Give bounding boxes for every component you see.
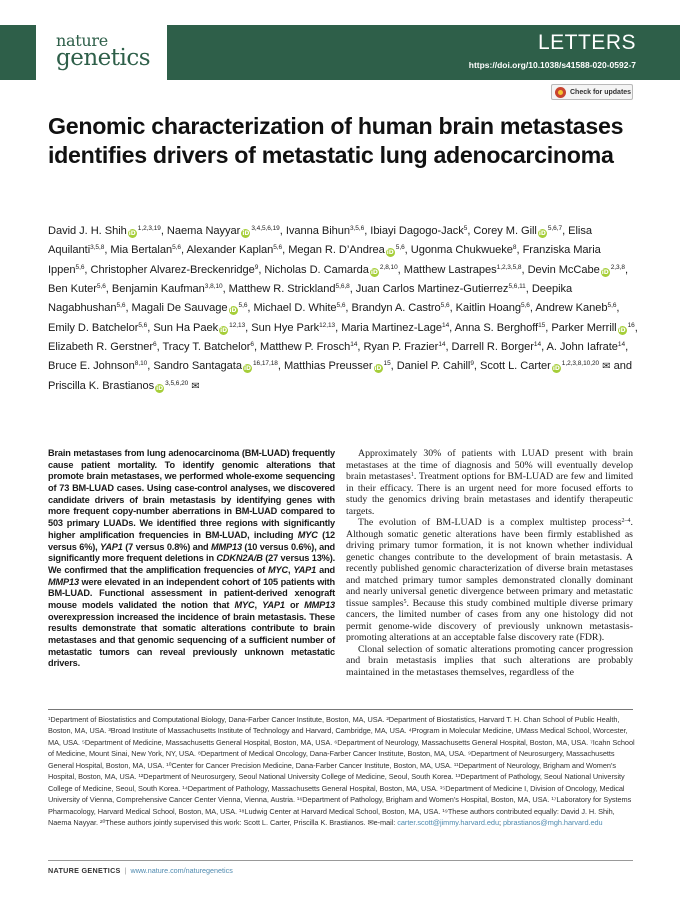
- gene-name: MMP13: [211, 541, 242, 552]
- author-name: Corey M. Gill: [473, 225, 537, 237]
- gene-name: YAP1: [293, 564, 317, 575]
- affiliation-marker: 8,10: [134, 360, 148, 368]
- author[interactable]: [48, 341, 157, 353]
- orcid-icon[interactable]: iD: [618, 326, 626, 334]
- author[interactable]: [112, 283, 223, 295]
- gene-name: MMP13: [48, 576, 79, 587]
- abstract-text: (7 versus 0.8%) and: [122, 541, 211, 552]
- affiliation-marker: 16: [627, 321, 635, 329]
- author[interactable]: [186, 244, 282, 256]
- author[interactable]: [363, 341, 445, 353]
- author-name: Juan Carlos Martinez-Gutierrez: [355, 283, 509, 296]
- author[interactable]: [370, 225, 467, 237]
- author[interactable]: [452, 341, 542, 353]
- author-separator: ,: [562, 225, 569, 237]
- affiliation-marker: 14: [442, 321, 450, 329]
- author[interactable]: [535, 302, 616, 314]
- author-separator: ,: [335, 321, 342, 334]
- author-separator: ,: [105, 283, 112, 296]
- affiliation-marker: 5,6: [138, 321, 148, 329]
- body-text: The evolution of BM-LUAD is a complex multistep process: [358, 517, 622, 528]
- author-name: Bruce E. Johnson: [48, 360, 135, 373]
- author-name: Deepika Nagabhushan: [48, 283, 573, 315]
- affiliation-marker: 3,4,5,6,19: [251, 225, 280, 232]
- orcid-icon[interactable]: iD: [229, 307, 237, 315]
- author-name: Ugonma Chukwueke: [410, 244, 513, 257]
- affiliation-marker: 5,6: [116, 302, 126, 310]
- author-separator: ,: [258, 263, 265, 276]
- author[interactable]: [264, 264, 397, 276]
- affiliation-marker: 15: [383, 360, 391, 368]
- doi-link[interactable]: https://doi.org/10.1038/s41588-020-0592-7: [468, 60, 636, 70]
- gene-name: YAP1: [100, 541, 123, 552]
- affiliation-marker: 2,8,10: [379, 263, 398, 271]
- affiliations-footnotes: [48, 714, 638, 829]
- author-name: Ben Kuter: [48, 283, 97, 296]
- author-list: [48, 222, 638, 396]
- affiliation-marker: 5,6: [172, 244, 181, 252]
- author-separator: ,: [404, 244, 411, 257]
- author[interactable]: [162, 341, 253, 353]
- affiliation-marker: 5,6,7: [547, 225, 563, 232]
- author-name: Priscilla K. Brastianos: [48, 379, 155, 392]
- body-text: . Because this study combined multiple diverse primary cancers, the limited number of cases from any one histology did not permit genome-wide discovery of previously unknown metastasis-promoting alterations at an acceptable false discovery rate (FDR).: [346, 597, 633, 643]
- check-for-updates-label: Check for updates: [570, 88, 632, 96]
- author-name: Daniel P. Cahill: [396, 360, 471, 373]
- author-name: Michael D. White: [253, 302, 337, 315]
- orcid-icon[interactable]: iD: [243, 365, 251, 373]
- body-paragraph: [346, 448, 633, 517]
- footer-separator: |: [124, 866, 127, 875]
- orcid-icon[interactable]: iD: [370, 268, 378, 276]
- author-separator: ,: [147, 360, 154, 373]
- affiliation-marker: 5,6: [96, 283, 106, 291]
- logo-nature-text: nature: [56, 31, 108, 50]
- affiliation-marker: 1,2,3,5,8: [496, 263, 522, 271]
- author-name: Christopher Alvarez-Breckenridge: [90, 263, 255, 276]
- author-separator: ,: [397, 263, 404, 276]
- affiliation-marker: 3,5,8: [90, 244, 105, 252]
- author[interactable]: [480, 360, 611, 372]
- author-separator: ,: [253, 341, 261, 354]
- author-separator: ,: [516, 244, 523, 257]
- author[interactable]: [341, 322, 449, 334]
- gene-name: MMP13: [304, 599, 335, 610]
- author-separator: ,: [345, 302, 352, 315]
- affiliation-marker: 5: [463, 225, 468, 232]
- orcid-icon[interactable]: iD: [538, 230, 546, 237]
- author[interactable]: [253, 302, 345, 314]
- abstract-text: overexpression increased the incidence of brain metastasis. These results demonstrate that somatic alterations contribute to brain metastases and that genomic sequencing of a sufficient number of metastatic tumors can reveal previously unknown metastatic drivers.: [48, 611, 335, 669]
- gene-name: MYC: [297, 529, 318, 540]
- affiliation-marker: 14: [533, 341, 542, 349]
- author-name: Franziska Maria Ippen: [48, 244, 601, 276]
- abstract-text: (12 versus 6%),: [48, 529, 335, 552]
- crossmark-icon: [555, 87, 566, 98]
- abstract-text: (27 versus 13%). We confirmed that the amplification frequencies of: [48, 553, 336, 575]
- author[interactable]: [546, 341, 629, 354]
- citation-link[interactable]: 1: [410, 472, 414, 478]
- orcid-icon[interactable]: iD: [552, 365, 560, 373]
- author-separator: ,: [449, 321, 455, 334]
- affiliation-marker: 12,13: [229, 321, 246, 329]
- page-footer: [48, 866, 233, 875]
- affiliation-marker: 3,8,10: [204, 283, 223, 291]
- author-separator: ,: [525, 283, 532, 296]
- affiliation-marker: 5,6: [238, 302, 248, 310]
- body-paragraph: [346, 644, 633, 679]
- email-label: ✉e-mail:: [367, 818, 398, 828]
- gene-name: CDKN2A/B: [216, 553, 263, 564]
- affiliation-marker: 8: [512, 244, 517, 252]
- author[interactable]: [48, 225, 161, 237]
- author-name: Sun Hye Park: [251, 321, 320, 334]
- email-link-brastianos[interactable]: pbrastianos@mgh.harvard.edu: [502, 818, 603, 828]
- affiliation-marker: 5,6: [273, 244, 283, 252]
- journal-header-bar: [0, 25, 680, 80]
- author[interactable]: [260, 341, 357, 353]
- abstract-text: were elevated in an independent cohort of 105 patients with BM-LUAD. Functional assessment in patient-derived xenograft mouse models validated the notion that: [48, 576, 335, 610]
- affiliation-marker: 5,6: [395, 244, 405, 252]
- footer-divider: [48, 860, 633, 861]
- abstract-text: ,: [287, 564, 294, 575]
- affiliation-marker: 3,5,6: [349, 225, 365, 232]
- author-separator: ,: [160, 225, 167, 237]
- author-name: Tracy T. Batchelor: [162, 341, 251, 354]
- citation-link[interactable]: 5: [403, 598, 407, 605]
- citation-link[interactable]: 2–4: [621, 518, 631, 524]
- author-separator: ,: [521, 263, 528, 276]
- author-separator: ,: [545, 321, 552, 334]
- author[interactable]: [90, 264, 258, 276]
- author-name: Elisa Aquilanti: [48, 225, 592, 257]
- author-separator: ,: [147, 321, 154, 334]
- author-separator: ,: [247, 302, 254, 315]
- orcid-icon[interactable]: iD: [601, 268, 609, 276]
- author[interactable]: [351, 302, 449, 314]
- affiliation-marker: 1,2,3,8,10,20: [561, 360, 600, 368]
- author-name: Sun Ha Paek: [153, 321, 219, 334]
- abstract-text: or: [284, 599, 305, 610]
- author-separator: ,: [473, 360, 480, 373]
- author-name: Mia Bertalan: [110, 244, 173, 257]
- author[interactable]: [48, 380, 200, 392]
- abstract-text: (10 versus 0.6%), and significantly more frequent deletions in: [48, 541, 336, 564]
- author[interactable]: [455, 322, 546, 334]
- check-for-updates-button[interactable]: [551, 84, 633, 100]
- affiliation-marker: 6: [153, 341, 157, 349]
- author-separator: ,: [529, 302, 536, 315]
- author[interactable]: [288, 244, 404, 256]
- author-separator: ,: [282, 244, 289, 257]
- affiliation-marker: 2,3,8: [610, 263, 625, 271]
- abstract-text: Brain metastases from lung adenocarcinoma (BM-LUAD) frequently cause patient mortality. To identify genomic alterations that promote brain metastases, we performed whole-exome sequencing of 73 BM-LUAD cases. Using case-control analyses, we discovered candidate drivers of brain metastasis by identifying genes with more frequent copy-number aberrations in BM-LUAD compared to 503 primary LUADs. We identified three regions with significantly higher amplification frequencies in BM-LUAD, including: [48, 448, 335, 540]
- author-separator: ,: [616, 302, 620, 315]
- author[interactable]: [284, 360, 391, 372]
- author-separator: ,: [125, 302, 132, 315]
- author-name: Naema Nayyar: [166, 225, 241, 237]
- orcid-icon[interactable]: iD: [220, 326, 228, 334]
- email-link-carter[interactable]: carter.scott@jimmy.harvard.edu: [397, 818, 499, 828]
- author-name: Ryan P. Frazier: [363, 341, 439, 354]
- author-name: Elizabeth R. Gerstner: [48, 341, 154, 354]
- affiliation-marker: 3,5,6,20: [165, 379, 189, 387]
- email-separator: ;: [499, 818, 503, 828]
- journal-logo[interactable]: [36, 25, 167, 80]
- abstract-text: ,: [254, 599, 263, 610]
- abstract-text: and: [316, 564, 335, 575]
- author-name: Ivanna Bihun: [285, 225, 350, 237]
- affiliation-marker: 5,6,8: [335, 283, 350, 291]
- author-name: Alexander Kaplan: [186, 244, 274, 257]
- affiliation-marker: 6: [250, 341, 254, 349]
- section-label: LETTERS: [537, 31, 636, 54]
- author[interactable]: [286, 225, 364, 237]
- body-paragraph: [346, 517, 633, 644]
- author[interactable]: [397, 360, 474, 372]
- author-name: Nicholas D. Camarda: [264, 263, 369, 276]
- author[interactable]: [356, 283, 526, 295]
- author-separator: ,: [349, 283, 356, 296]
- orcid-icon[interactable]: iD: [374, 365, 382, 373]
- affiliation-marker: 15: [538, 321, 546, 329]
- author-name: Megan R. D’Andrea: [288, 244, 385, 257]
- author-name: Benjamin Kaufman: [111, 283, 205, 296]
- author-separator: ,: [634, 321, 638, 334]
- author-name: Sandro Santagata: [153, 360, 242, 373]
- author-separator: ,: [541, 341, 547, 354]
- author-separator: ,: [277, 360, 284, 373]
- body-text: . Treatment options for BM-LUAD are few and limited in their efficacy. There is an urgent need for more focused efforts to study the genomics driving brain metastases and identify therapeutic targets.: [346, 471, 634, 517]
- author[interactable]: [132, 302, 248, 314]
- gene-name: MYC: [268, 564, 288, 575]
- author-separator: ,: [279, 225, 286, 237]
- author-separator: ,: [156, 341, 163, 354]
- author-name: Anna S. Berghoff: [454, 321, 539, 334]
- author-separator: ,: [357, 341, 364, 354]
- affiliation-marker: 14: [438, 341, 446, 349]
- body-text: Clonal selection of somatic alterations promoting cancer progression and brain metastasis implies that such alterations are probably maintained in the metastases themselves, regardless of the: [346, 643, 633, 678]
- footnotes-divider: [48, 709, 633, 710]
- author-name: Andrew Kaneb: [535, 302, 608, 315]
- author[interactable]: [153, 322, 245, 334]
- affiliations-text: ¹Department of Biostatistics and Computational Biology, Dana-Farber Cancer Institute, Boston, MA, USA. ²Department of Biostatistics, Harvard T. H. Chan School of Public Health, Boston, MA, USA. ³Broad Institute of Massachusetts Institute of Technology and Harvard, Cambridge, MA, USA. ⁴Program in Molecular Medicine, UMass Medical School, Worcester, MA, USA. ⁵Department of Medicine, Massachusetts General Hospital, Boston, MA, USA. ⁶Department of Neurology, Massachusetts General Hospital, Boston, MA, USA. ⁷Icahn School of Medicine, Mount Sinai, New York, NY, USA. ⁸Department of Medical Oncology, Dana-Farber Cancer Institute, Boston, MA, USA. ⁹Department of Neurosurgery, Massachusetts General Hospital, Boston, MA, USA. ¹⁰Center for Cancer Precision Medicine, Dana-Farber Cancer Institute, Boston, MA, USA. ¹¹Department of Neurology, Brigham and Women’s Hospital, Boston, MA, USA. ¹²Department of Neurosurgery, Seoul National University College of Medicine, Seoul, South Korea. ¹³Department of Pathology, Seoul National University College of Medicine, Seoul, South Korea. ¹⁴Department of Pathology, Massachusetts General Hospital, Boston, MA, USA. ¹⁵Department of Medicine I, Division of Oncology, Medical University of Vienna, Comprehensive Cancer Center Vienna, Vienna, Austria. ¹⁶Department of Pathology, Brigham and Women’s Hospital, Boston, MA, USA. ¹⁷Laboratory for Systems Pharmacology, Harvard Medical School, Boston, MA, USA. ¹⁸Ludwig Center at Harvard Medical School, Boston, MA, USA. ¹⁹These authors contributed equally: David J. H. Shih, Naema Nayyar. ²⁰These authors jointly supervised this work: Scott L. Carter, Priscilla K. Brastianos.: [48, 715, 635, 828]
- author-name: David J. H. Shih: [48, 225, 127, 237]
- author-separator: ,: [449, 302, 456, 315]
- body-text: . Although somatic genetic alterations have been firmly established as driving primary tumor formation, it is not known whether individual genetic changes contribute to the development of brain metastasis. A recently published genomic characterization of diverse brain metastases and matched primary tumor samples demonstrated clonally dominant and nearly universal genetic divergence between primary and metastatic tissue samples: [346, 517, 633, 609]
- affiliation-marker: 14: [350, 341, 358, 349]
- author[interactable]: [404, 264, 522, 276]
- orcid-icon[interactable]: iD: [242, 230, 250, 237]
- author-name: Devin McCabe: [527, 263, 600, 276]
- author-name: Matthew Lastrapes: [403, 263, 497, 276]
- author-name: Darrell R. Borger: [451, 341, 534, 354]
- affiliation-marker: 5,6: [336, 302, 346, 310]
- orcid-icon[interactable]: iD: [128, 230, 136, 237]
- gene-name: MYC: [234, 599, 255, 610]
- affiliation-marker: 14: [617, 341, 626, 349]
- author-name: Matthew R. Strickland: [228, 283, 336, 296]
- author-name: Kaitlin Hoang: [455, 302, 521, 315]
- author-name: Maria Martinez-Lage: [341, 321, 442, 334]
- author[interactable]: [456, 302, 530, 314]
- footer-journal-name: NATURE GENETICS: [48, 866, 121, 875]
- affiliation-marker: 9: [254, 263, 259, 271]
- logo-genetics-text: genetics: [56, 45, 151, 71]
- affiliation-marker: 16,17,18: [252, 360, 278, 368]
- mail-icon[interactable]: ✉: [599, 361, 611, 373]
- author-name: Ibiayi Dagogo-Jack: [370, 225, 464, 237]
- author[interactable]: [251, 322, 335, 334]
- mail-icon[interactable]: ✉: [188, 380, 200, 392]
- author-name: Emily D. Batchelor: [48, 321, 139, 334]
- orcid-icon[interactable]: iD: [156, 384, 164, 392]
- gene-name: YAP1: [262, 599, 285, 610]
- author-name: Matthias Preusser: [283, 360, 373, 373]
- affiliation-marker: 5,6: [607, 302, 617, 310]
- author-name: Brandyn A. Castro: [351, 302, 441, 315]
- author-name: Parker Merrill: [551, 321, 617, 334]
- author-separator: ,: [467, 225, 474, 237]
- affiliation-marker: 5,6,11: [508, 283, 526, 291]
- author-conjunction: and: [610, 360, 632, 373]
- abstract: [48, 448, 335, 670]
- author[interactable]: [110, 244, 181, 256]
- author-name: Magali De Sauvage: [131, 302, 228, 315]
- author-separator: ,: [624, 263, 628, 276]
- author-name: A. John Iafrate: [546, 341, 618, 354]
- affiliation-marker: 5,6: [75, 263, 85, 271]
- affiliation-marker: 5,6: [440, 302, 450, 310]
- author[interactable]: [153, 360, 278, 372]
- author-separator: ,: [222, 283, 229, 296]
- author-separator: ,: [104, 244, 111, 257]
- author[interactable]: [48, 360, 147, 372]
- affiliation-marker: 12,13: [319, 321, 336, 329]
- author-name: Scott L. Carter: [480, 360, 551, 373]
- author-separator: ,: [390, 360, 397, 373]
- affiliation-marker: 1,2,3,19: [137, 225, 161, 232]
- orcid-icon[interactable]: iD: [386, 249, 394, 257]
- author[interactable]: [48, 283, 106, 295]
- author[interactable]: [167, 225, 280, 237]
- author-separator: ,: [625, 341, 629, 354]
- author-separator: ,: [180, 244, 187, 257]
- author-separator: ,: [445, 341, 452, 354]
- author[interactable]: [48, 322, 147, 334]
- author-separator: ,: [364, 225, 371, 237]
- body-text: Approximately 30% of patients with LUAD present with brain metastases at the time of diagnosis and 50% will eventually develop brain metastases: [346, 448, 633, 482]
- footer-website-link[interactable]: www.nature.com/naturegenetics: [130, 866, 233, 875]
- author-separator: ,: [84, 263, 91, 276]
- author-separator: ,: [245, 321, 252, 334]
- author[interactable]: [528, 264, 625, 276]
- author[interactable]: [229, 283, 350, 295]
- body-text-column: [346, 448, 633, 678]
- author[interactable]: [473, 225, 562, 237]
- author[interactable]: [551, 322, 634, 334]
- affiliation-marker: 5,6: [520, 302, 530, 310]
- author[interactable]: [411, 244, 517, 256]
- author-name: Matthew P. Frosch: [260, 341, 351, 354]
- article-title: Genomic characterization of human brain metastases identifies drivers of metastatic lung adenocarcinoma: [48, 113, 624, 168]
- affiliation-marker: 9: [470, 360, 474, 368]
